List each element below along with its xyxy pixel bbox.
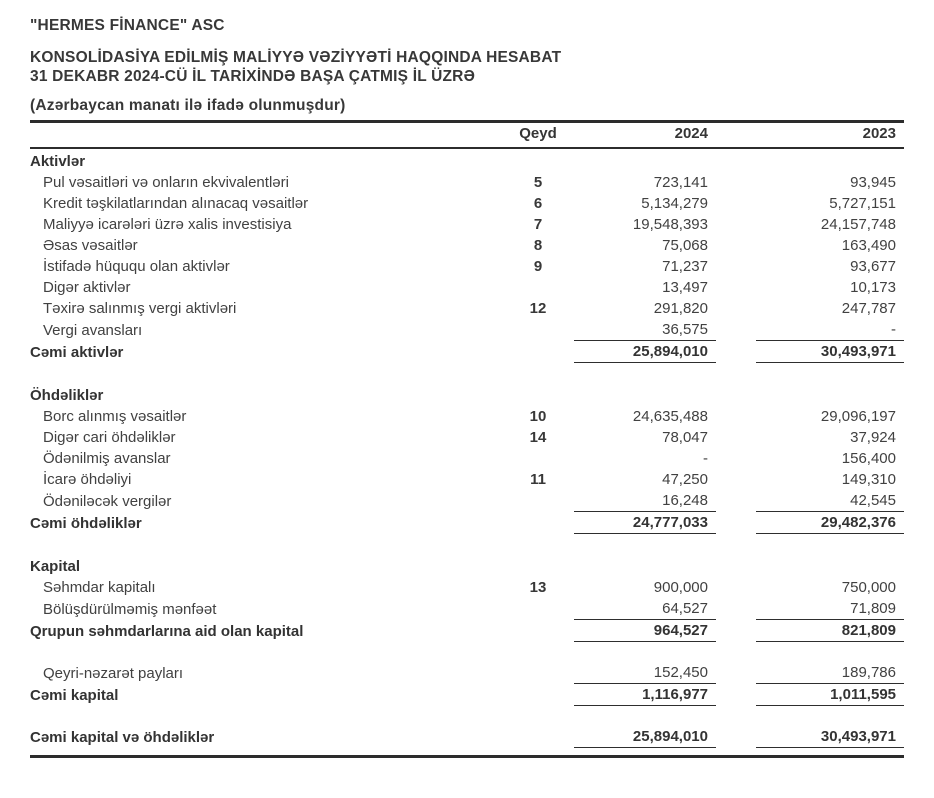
table-row <box>30 427 904 448</box>
column-gap <box>716 620 756 642</box>
company-name: "HERMES FİNANCE" ASC <box>30 17 225 34</box>
column-gap <box>716 598 756 620</box>
table-row <box>30 214 904 235</box>
table-row <box>30 172 904 193</box>
row-note <box>502 620 574 642</box>
section-heading: Kapital <box>30 558 81 575</box>
table-row <box>30 490 904 512</box>
table-row <box>30 256 904 277</box>
total-label: Cəmi öhdəliklər <box>30 514 142 532</box>
row-value-2024: 16,248 <box>574 490 716 512</box>
column-header-empty <box>30 123 502 148</box>
column-header-2024: 2024 <box>574 123 716 148</box>
row-value-2023: 149,310 <box>841 471 896 488</box>
row-label: Digər aktivlər <box>43 279 131 296</box>
row-note: 14 <box>529 429 547 446</box>
spacer-row <box>30 363 904 384</box>
total-label: Qrupun səhmdarlarına aid olan kapital <box>30 622 304 640</box>
column-header-2023: 2023 <box>756 123 904 148</box>
table-row <box>30 235 904 256</box>
row-label: Ödəniləcək vergilər <box>43 492 172 510</box>
total-value-2023: 1,011,595 <box>756 684 904 706</box>
row-label: Qeyri-nəzarət payları <box>43 664 184 682</box>
table-row <box>30 406 904 427</box>
row-label: Səhmdar kapitalı <box>43 579 156 596</box>
row-label: Digər cari öhdəliklər <box>43 429 176 446</box>
column-gap <box>716 256 756 277</box>
total-row-aktivler <box>30 341 904 363</box>
row-value-2024: 13,497 <box>662 279 708 296</box>
column-gap <box>716 490 756 512</box>
row-value-2024: 291,820 <box>653 300 708 317</box>
report-title: KONSOLİDASİYA EDİLMİŞ MALİYYƏ VƏZİYYƏTİ HAQQINDA HESABAT <box>30 49 562 66</box>
column-gap <box>716 512 756 534</box>
financial-statement-table <box>30 123 904 748</box>
total-label: Cəmi aktivlər <box>30 343 124 361</box>
row-label: Maliyyə icarələri üzrə xalis investisiya <box>43 216 292 233</box>
row-value-2024: 900,000 <box>653 579 708 596</box>
column-header-gap <box>716 123 756 148</box>
row-note: 5 <box>533 174 543 191</box>
table-row <box>30 298 904 319</box>
column-gap <box>716 193 756 214</box>
spacer-row <box>30 642 904 663</box>
column-gap <box>716 277 756 298</box>
row-value-2023: 42,545 <box>756 490 904 512</box>
column-gap <box>716 448 756 469</box>
row-label: Kredit təşkilatlarından alınacaq vəsaitlər <box>43 195 309 212</box>
section-heading: Aktivlər <box>30 153 86 170</box>
table-row <box>30 662 904 684</box>
row-note <box>502 598 574 620</box>
row-value-2024: 723,141 <box>653 174 708 191</box>
document-header <box>30 16 904 123</box>
row-note <box>502 726 574 748</box>
row-note <box>502 662 574 684</box>
total-value-2023: 30,493,971 <box>756 726 904 748</box>
column-gap <box>716 172 756 193</box>
column-gap <box>716 214 756 235</box>
row-value-2023: 29,096,197 <box>820 408 896 425</box>
row-value-2024: - <box>703 450 708 467</box>
row-label: Bölüşdürülməmiş mənfəət <box>43 600 217 618</box>
column-header-note: Qeyd <box>502 123 574 148</box>
row-value-2024: 47,250 <box>662 471 708 488</box>
row-label: Pul vəsaitləri və onların ekvivalentləri <box>43 174 289 191</box>
section-heading-row-kapital <box>30 554 904 577</box>
row-value-2023: 93,677 <box>850 258 896 275</box>
total-value-2024: 24,777,033 <box>574 512 716 534</box>
row-note <box>502 319 574 341</box>
table-row <box>30 469 904 490</box>
row-value-2023: 247,787 <box>841 300 896 317</box>
row-value-2024: 71,237 <box>662 258 708 275</box>
row-label: İcarə öhdəliyi <box>43 471 132 488</box>
table-row <box>30 277 904 298</box>
column-gap <box>716 469 756 490</box>
column-gap <box>716 577 756 598</box>
total-value-2024: 25,894,010 <box>574 726 716 748</box>
row-label: Təxirə salınmış vergi aktivləri <box>43 300 237 317</box>
table-row <box>30 448 904 469</box>
row-value-2023: 163,490 <box>841 237 896 254</box>
section-heading: Öhdəliklər <box>30 387 104 404</box>
row-value-2024: 75,068 <box>662 237 708 254</box>
row-note: 11 <box>530 471 546 488</box>
row-label: Əsas vəsaitlər <box>43 237 138 254</box>
row-label: Vergi avansları <box>43 321 143 339</box>
row-label: İstifadə hüququ olan aktivlər <box>43 258 230 275</box>
column-gap <box>716 341 756 363</box>
row-label: Ödənilmiş avanslar <box>43 450 171 467</box>
total-value-2023: 30,493,971 <box>756 341 904 363</box>
total-value-2023: 821,809 <box>756 620 904 642</box>
row-value-2024: 36,575 <box>574 319 716 341</box>
total-label: Cəmi kapital və öhdəliklər <box>30 728 215 746</box>
report-period: 31 DEKABR 2024-CÜ İL TARİXİNDƏ BAŞA ÇATMIŞ İL ÜZRƏ <box>30 68 476 85</box>
row-value-2023: - <box>756 319 904 341</box>
column-gap <box>716 726 756 748</box>
section-heading-row-aktivler <box>30 148 904 172</box>
row-note: 8 <box>533 237 543 254</box>
total-label: Cəmi kapital <box>30 686 119 704</box>
row-value-2023: 24,157,748 <box>820 216 896 233</box>
column-gap <box>716 427 756 448</box>
row-value-2023: 750,000 <box>841 579 896 596</box>
row-note <box>502 277 574 298</box>
total-row-group-equity <box>30 620 904 642</box>
row-value-2024: 5,134,279 <box>641 195 708 212</box>
total-value-2024: 1,116,977 <box>574 684 716 706</box>
row-note: 7 <box>533 216 543 233</box>
row-label: Borc alınmış vəsaitlər <box>43 408 187 425</box>
row-note: 13 <box>529 579 547 596</box>
table-header-row <box>30 123 904 148</box>
row-value-2023: 93,945 <box>850 174 896 191</box>
table-row <box>30 319 904 341</box>
row-note: 10 <box>529 408 547 425</box>
column-gap <box>716 662 756 684</box>
column-gap <box>716 684 756 706</box>
row-value-2024: 19,548,393 <box>632 216 708 233</box>
row-value-2024: 78,047 <box>662 429 708 446</box>
row-value-2023: 5,727,151 <box>829 195 896 212</box>
total-row-total-equity-and-liabilities <box>30 726 904 748</box>
row-value-2023: 37,924 <box>850 429 896 446</box>
total-row-total-equity <box>30 684 904 706</box>
row-value-2024: 64,527 <box>574 598 716 620</box>
row-note <box>502 448 574 469</box>
row-note <box>502 684 574 706</box>
column-gap <box>716 235 756 256</box>
row-note <box>502 512 574 534</box>
row-value-2024: 152,450 <box>574 662 716 684</box>
row-value-2023: 156,400 <box>841 450 896 467</box>
row-value-2024: 24,635,488 <box>632 408 708 425</box>
row-note <box>502 490 574 512</box>
total-value-2023: 29,482,376 <box>756 512 904 534</box>
row-note: 9 <box>533 258 543 275</box>
column-gap <box>716 319 756 341</box>
column-gap <box>716 298 756 319</box>
row-note <box>502 341 574 363</box>
spacer-row <box>30 534 904 555</box>
bottom-rule <box>30 755 904 758</box>
table-row <box>30 193 904 214</box>
row-note: 12 <box>529 300 547 317</box>
section-heading-row-ohdelikler <box>30 383 904 406</box>
row-value-2023: 189,786 <box>756 662 904 684</box>
table-row <box>30 577 904 598</box>
total-value-2024: 964,527 <box>574 620 716 642</box>
row-note: 6 <box>533 195 543 212</box>
total-row-ohdelikler <box>30 512 904 534</box>
column-gap <box>716 406 756 427</box>
row-value-2023: 10,173 <box>850 279 896 296</box>
total-value-2024: 25,894,010 <box>574 341 716 363</box>
table-row <box>30 598 904 620</box>
currency-note: (Azərbaycan manatı ilə ifadə olunmuşdur) <box>30 97 346 114</box>
row-value-2023: 71,809 <box>756 598 904 620</box>
spacer-row <box>30 706 904 727</box>
